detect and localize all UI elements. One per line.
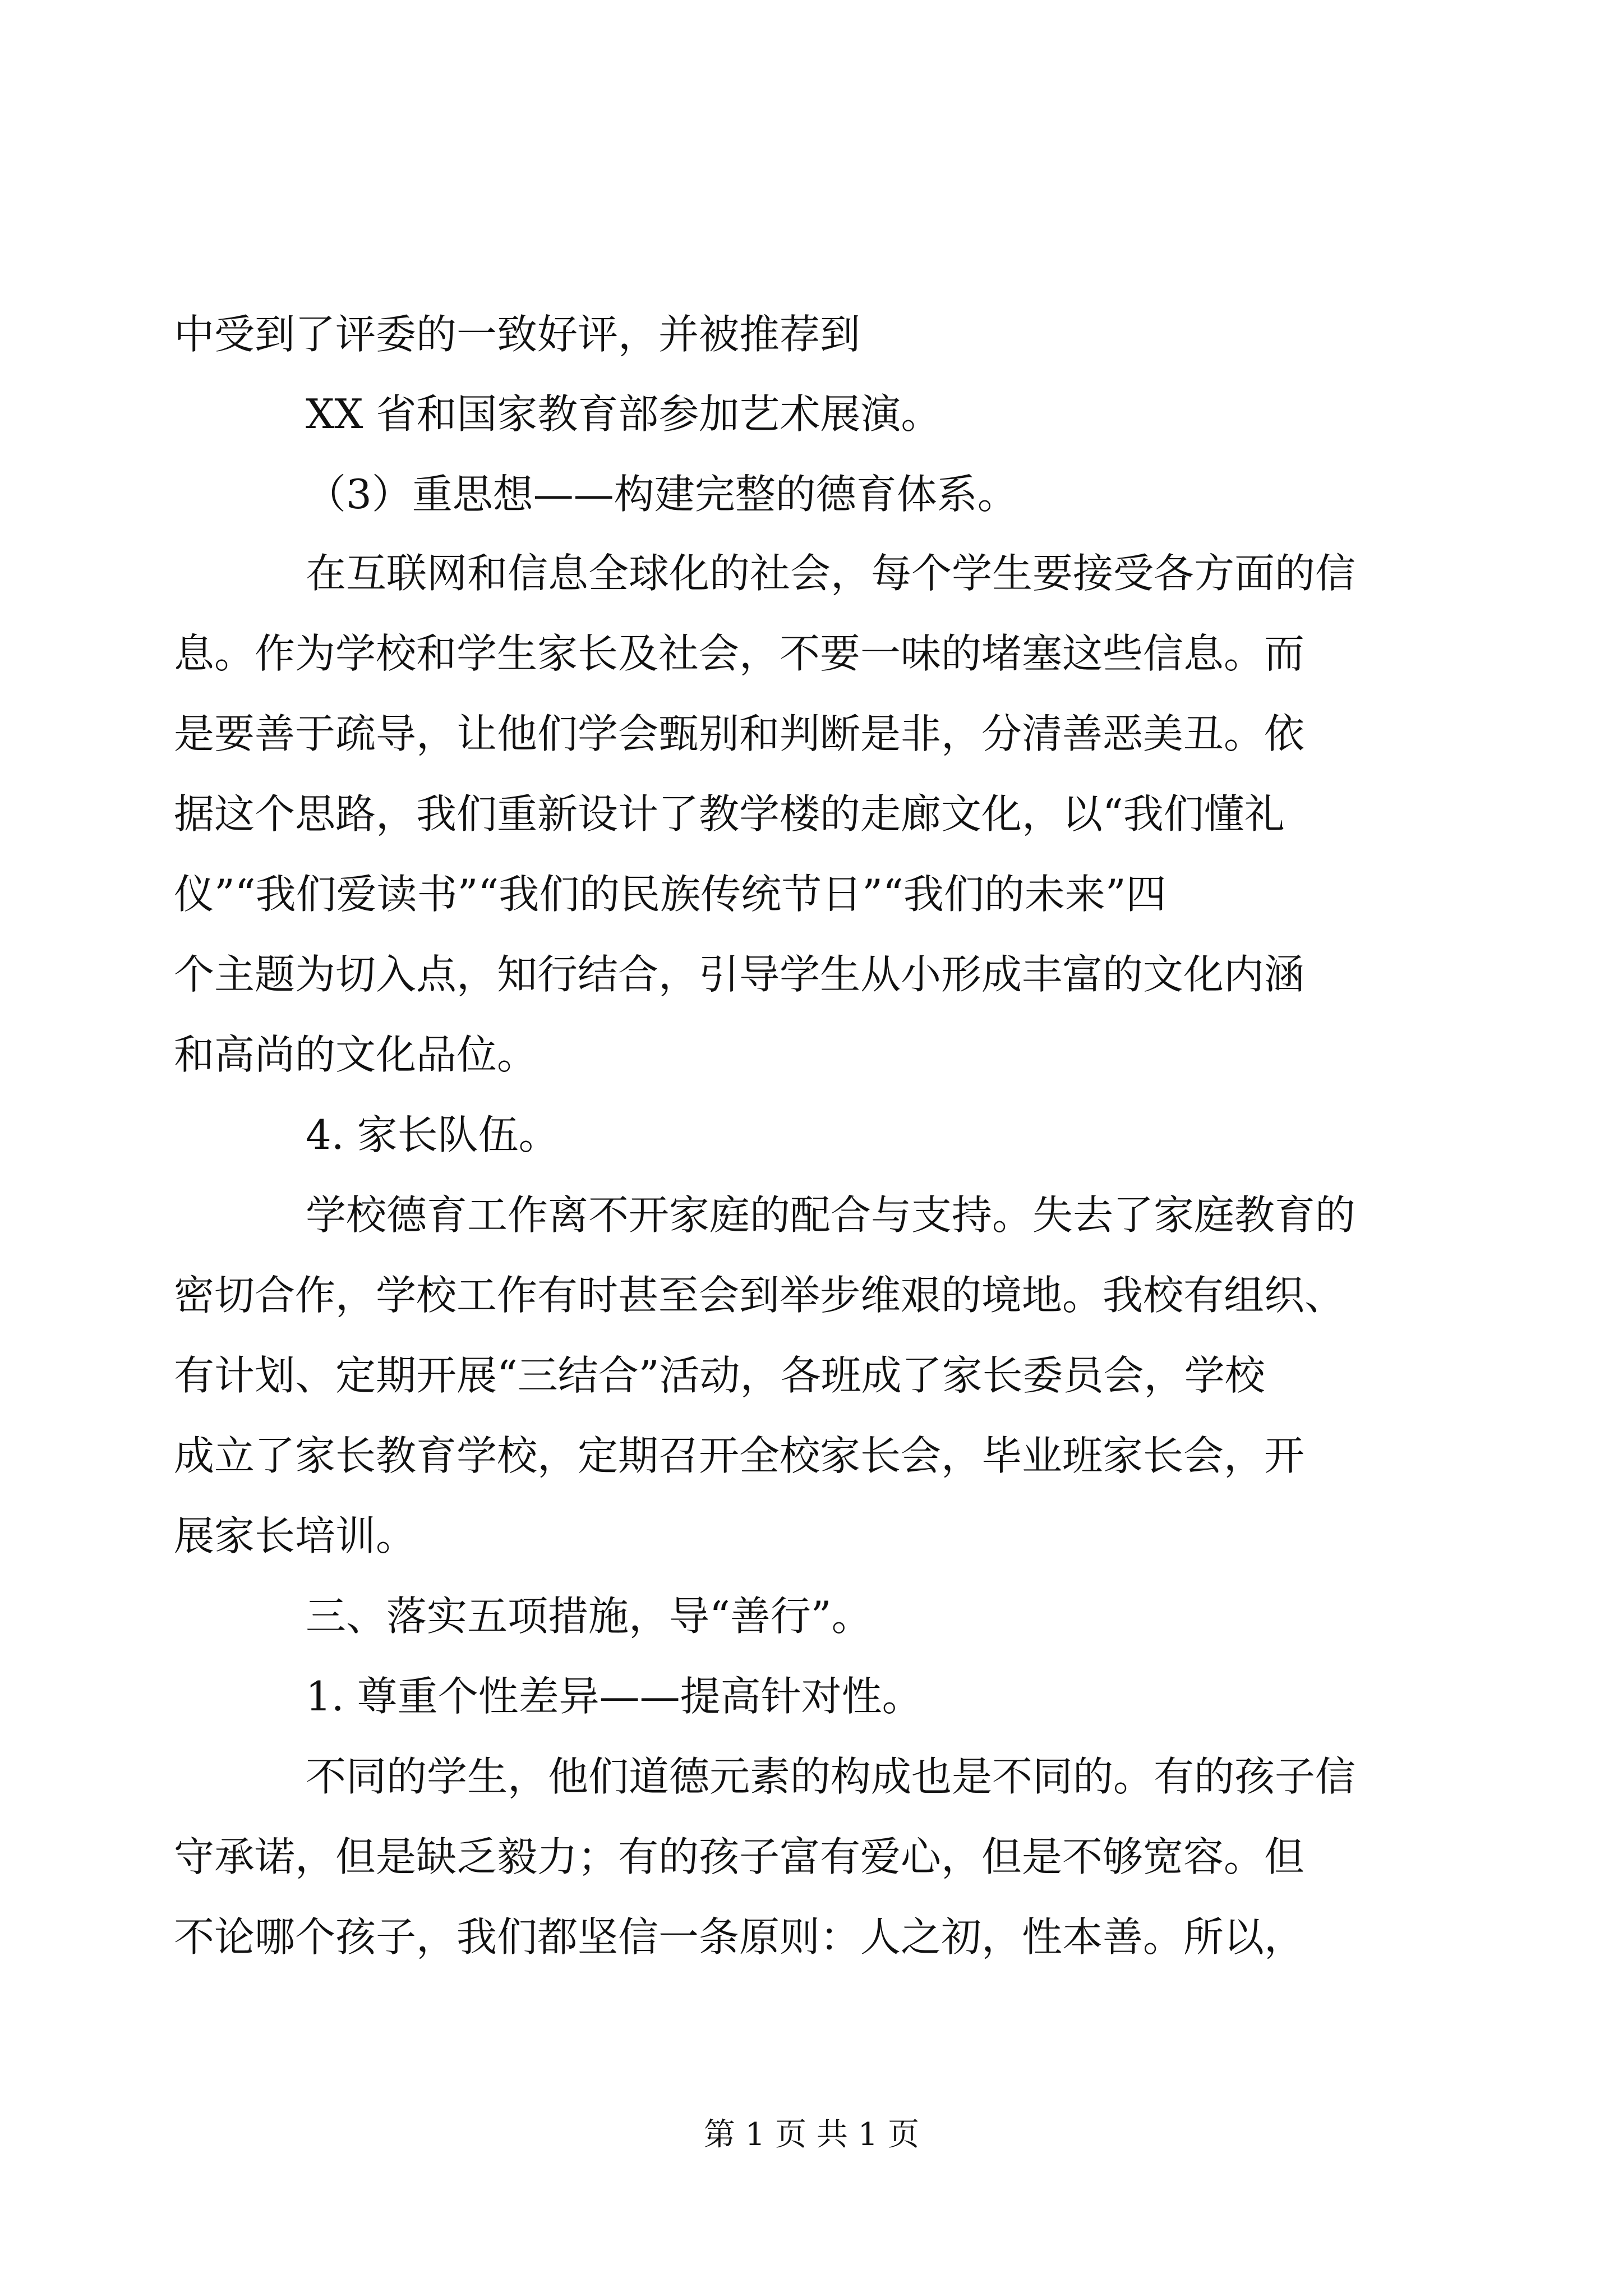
text-line-4: 在互联网和信息全球化的社会，每个学生要接受各方面的信 (306, 550, 1356, 597)
text-line-12: 学校德育工作离不开家庭的配合与支持。失去了家庭教育的 (306, 1191, 1356, 1239)
text-line-1: 中受到了评委的一致好评，并被推荐到 (174, 311, 861, 358)
text-line-8: 仪”“我们爱读书”“我们的民族传统节日”“我们的未来”四 (174, 871, 1166, 918)
text-line-13: 密切合作，学校工作有时甚至会到举步维艰的境地。我校有组织、 (174, 1272, 1345, 1319)
text-line-19: 不同的学生，他们道德元素的构成也是不同的。有的孩子信 (306, 1753, 1356, 1800)
text-line-9: 个主题为切入点，知行结合，引导学生从小形成丰富的文化内涵 (174, 951, 1305, 998)
text-line-15: 成立了家长教育学校，定期召开全校家长会，毕业班家长会，开 (174, 1432, 1305, 1479)
text-line-5: 息。作为学校和学生家长及社会，不要一味的堵塞这些信息。而 (174, 630, 1305, 677)
text-line-6: 是要善于疏导，让他们学会甄别和判断是非，分清善恶美丑。依 (174, 710, 1305, 757)
text-line-3: （3）重思想——构建完整的德育体系。 (306, 471, 1018, 518)
text-line-14: 有计划、定期开展“三结合”活动，各班成了家长委员会，学校 (174, 1352, 1265, 1399)
page-footer: 第 1 页 共 1 页 (703, 2116, 920, 2153)
text-line-16: 展家长培训。 (174, 1512, 417, 1559)
text-line-17: 三、落实五项措施，导“善行”。 (306, 1593, 872, 1640)
text-line-2: XX 省和国家教育部参加艺术展演。 (306, 390, 942, 438)
text-line-10: 和高尚的文化品位。 (174, 1031, 538, 1078)
text-line-21: 不论哪个孩子，我们都坚信一条原则：人之初，性本善。所以， (174, 1913, 1305, 1961)
text-line-20: 守承诺，但是缺乏毅力；有的孩子富有爱心，但是不够宽容。但 (174, 1833, 1305, 1880)
text-line-7: 据这个思路，我们重新设计了教学楼的走廊文化，以“我们懂礼 (174, 790, 1285, 838)
text-line-11: 4. 家长队伍。 (306, 1111, 559, 1158)
text-line-18: 1. 尊重个性差异——提高针对性。 (306, 1673, 923, 1720)
